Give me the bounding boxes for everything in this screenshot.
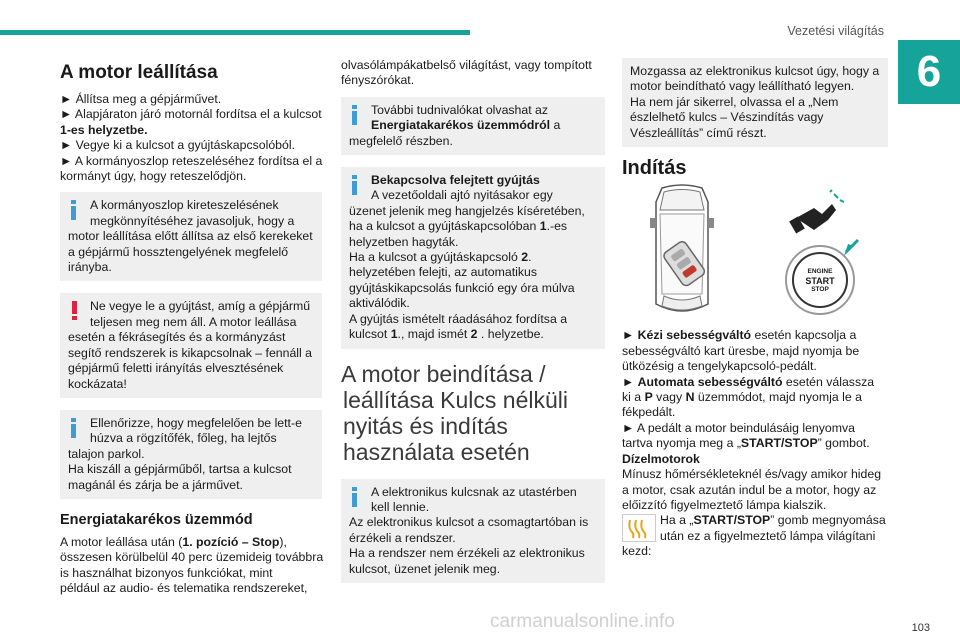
warning-text: teljesen meg nem áll. A motor leállása xyxy=(90,314,297,329)
warning-text: esetén a fékrásegítés és a kormányzást xyxy=(68,330,286,345)
start-illustration xyxy=(622,184,888,316)
info-text: helyzetében felejti, az automatikus xyxy=(349,265,537,280)
info-text: Ha kiszáll a gépjárműből, tartsa a kulcsot xyxy=(68,462,292,477)
info-text: Mozgassa az elektronikus kulcsot úgy, hogy a xyxy=(630,64,880,78)
manual-gearbox-text: ► Kézi sebességváltó esetén kapcsolja a xyxy=(622,328,857,343)
info-icon xyxy=(71,200,76,218)
info-box-electronic-key xyxy=(341,479,605,583)
info-text: üzenet jelenik meg hangjelzés kíséretében, xyxy=(349,203,585,218)
info-text: Vészleállítás” című részt. xyxy=(630,125,767,140)
energy-text: például az audio- és telematika rendszereket, xyxy=(60,581,308,596)
energy-text: összesen körülbelül 40 perc üzemideig továbbra xyxy=(60,550,324,565)
info-text: motor beindítható vagy leállítható legyen. xyxy=(630,79,855,94)
info-box-steering xyxy=(60,192,322,281)
info-text: észlelhető kulcs – Vészindítás vagy xyxy=(630,110,824,125)
energy-text: is használhat bizonyos funkciókat, mint xyxy=(60,565,273,580)
info-text: gyújtáskikapcsolás funkció egy óra múlva xyxy=(349,280,575,295)
diesel-text: a motor, csak azután indul be a motor, hogy az xyxy=(622,482,877,497)
step-line: 1-es helyzetbe. xyxy=(60,122,148,137)
header-title: Vezetési világítás xyxy=(787,24,884,38)
manual-gearbox-text: ütközésig a tengelykapcsoló-pedált. xyxy=(622,359,817,374)
info-icon xyxy=(352,487,357,505)
info-text: kulcsot 1., majd ismét 2 . helyzetbe. xyxy=(349,327,544,342)
step-line: ► A kormányoszlop reteszeléséhez fordítsa el a xyxy=(60,153,323,168)
diesel-text: előizzító figyelmeztető lámpa kialszik. xyxy=(622,497,827,512)
chapter-tab: 6 xyxy=(898,40,960,104)
auto-gearbox-text: fékpedált. xyxy=(622,405,676,420)
info-text: kulcsot, üzenet jelenik meg. xyxy=(349,561,501,576)
column-3 xyxy=(622,58,888,560)
info-text: húzva a rögzítőfék, főleg, ha lejtős xyxy=(90,431,277,446)
info-text: ha a kulcsot a gyújtáskapcsolóban 1.-es xyxy=(349,219,568,234)
info-text: megkönnyítéséhez javasoljuk, hogy a xyxy=(90,213,295,228)
car-topview-illustration xyxy=(622,184,888,316)
info-text: talajon parkol. xyxy=(68,446,145,461)
info-box-energy-mode xyxy=(341,97,605,155)
glow-plug-text: Ha a „START/STOP” gomb megnyomása xyxy=(660,513,886,528)
info-text: Ha nem jár sikerrel, olvassa el a „Nem xyxy=(630,94,839,109)
diesel-text: Mínusz hőmérsékleteknél és/vagy amikor hideg xyxy=(622,467,882,482)
diesel-title: Dízelmotorok xyxy=(622,451,700,466)
manual-gearbox-text: sebességváltó kart üresbe, majd nyomja be xyxy=(622,343,860,358)
step-line: ► Vegye ki a kulcsot a gyújtáskapcsolóból. xyxy=(60,138,296,153)
step-line: ► Alapjáraton járó motornál fordítsa el a kulcsot xyxy=(60,107,322,122)
info-text: a gépjármű hossztengelyének megfelelő xyxy=(68,244,289,259)
info-text: motor leállítása előtt állítsa az első kerekeket xyxy=(68,229,313,244)
info-text: További tudnivalókat olvashat az xyxy=(371,102,549,117)
column-1 xyxy=(60,58,322,597)
info-text: Az elektronikus kulcsot a csomagtartóban is xyxy=(349,515,589,530)
warning-text: kockázata! xyxy=(68,376,127,391)
info-text: A kormányoszlop kireteszelésének xyxy=(90,198,279,213)
section-heading-engine-stop: A motor leállítása xyxy=(60,62,218,83)
info-text: Ha a kulcsot a gyújtáskapcsoló 2. xyxy=(349,250,532,265)
info-box-parking-brake xyxy=(60,410,322,499)
info-text: A vezetőoldali ajtó nyitásakor egy xyxy=(371,188,553,203)
info-icon xyxy=(352,105,357,123)
step-line: kormányt úgy, hogy reteszelődjön. xyxy=(60,169,247,184)
watermark: carmanualsonline.info xyxy=(490,611,675,632)
section-heading-keyless-start: A motor beindítása / leállítása Kulcs nélküli nyitás és indítás használata esetén xyxy=(341,360,569,465)
warning-icon xyxy=(72,301,77,321)
auto-gearbox-text: ► Automata sebességváltó esetén válassza xyxy=(622,374,875,389)
info-text: érzékeli a rendszer. xyxy=(349,530,456,545)
info-text: A gyújtás ismételt ráadásához fordítsa a xyxy=(349,311,568,326)
info-text: magánál és zárja be a járművet. xyxy=(68,477,243,492)
column-2 xyxy=(341,58,605,595)
info-text: Ellenőrizze, hogy megfelelően be lett-e xyxy=(90,415,302,430)
info-text: megfelelő részben. xyxy=(349,133,453,148)
info-box-ignition-left-on xyxy=(341,167,605,348)
warning-box-ignition xyxy=(60,293,322,397)
warning-text: Ne vegye le a gyújtást, amíg a gépjármű xyxy=(90,299,311,314)
hand-press-icon xyxy=(789,190,844,234)
glow-plug-icon xyxy=(622,514,656,542)
step-line: ► Állítsa meg a gépjárművet. xyxy=(60,92,222,106)
info-text: Energiatakarékos üzemmódról a xyxy=(371,118,561,133)
info-text: aktiválódik. xyxy=(349,296,410,311)
glow-plug-text: után ez a figyelmeztető lámpa világítani xyxy=(660,528,876,543)
info-text: kell lennie. xyxy=(371,499,430,514)
continued-text: olvasólámpákatbelső világítást, vagy tompított xyxy=(341,58,592,72)
press-text: tartva nyomja meg a „START/STOP” gombot. xyxy=(622,436,870,451)
info-text: irányba. xyxy=(68,260,112,275)
glow-plug-text: kezd: xyxy=(622,544,652,559)
press-text: ► A pedált a motor beindulásáig lenyomva xyxy=(622,420,855,435)
continued-text: fényszórókat. xyxy=(341,73,415,88)
start-stop-button-label: ENGINE START STOP xyxy=(805,268,835,294)
auto-gearbox-text: ki a P vagy N üzemmódot, majd nyomja le a xyxy=(622,390,862,405)
info-text: helyzetben hagyták. xyxy=(349,234,459,249)
info-text: A elektronikus kulcsnak az utastérben xyxy=(371,484,577,499)
energy-text: A motor leállása után (1. pozíció – Stop), xyxy=(60,534,287,549)
info-box-move-key xyxy=(622,58,888,147)
info-text: Ha a rendszer nem érzékeli az elektronikus xyxy=(349,546,585,561)
section-heading-start: Indítás xyxy=(622,157,687,180)
glow-plug-note xyxy=(622,513,888,559)
info-icon xyxy=(71,418,76,436)
warning-text: segítő rendszerek is kikapcsolnak – fennáll a xyxy=(68,345,313,360)
page-number: 103 xyxy=(911,622,930,634)
warning-text: gépjármű feletti irányítás elvesztésének xyxy=(68,361,284,376)
info-title: Bekapcsolva felejtett gyújtás xyxy=(371,173,540,188)
header-accent-bar xyxy=(0,30,470,35)
subheading-energy-mode: Energiatakarékos üzemmód xyxy=(60,511,253,528)
info-icon xyxy=(352,175,357,193)
